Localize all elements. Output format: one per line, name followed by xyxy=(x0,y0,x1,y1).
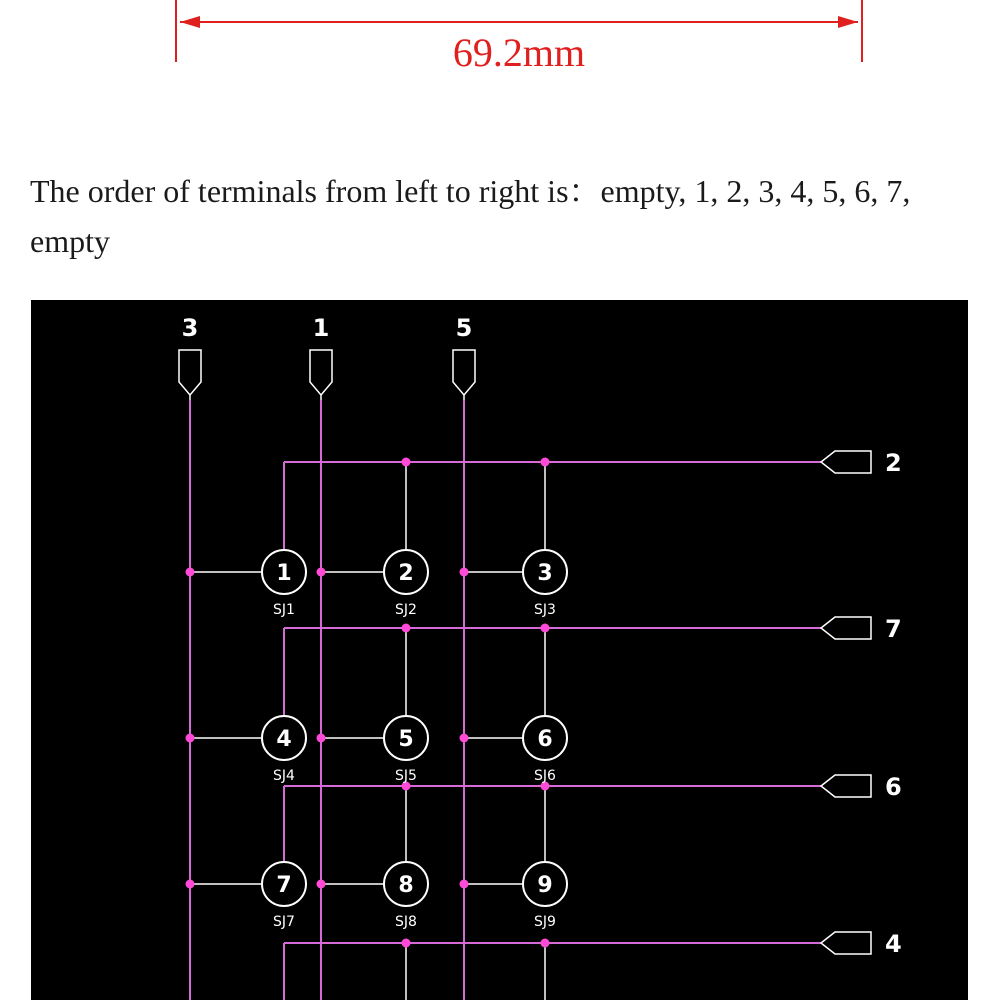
jumper-sj3 xyxy=(523,550,567,618)
junction-dot xyxy=(317,568,326,577)
junction-dot xyxy=(186,734,195,743)
jumper-label: SJ3 xyxy=(534,602,556,618)
jumper-label: SJ4 xyxy=(273,768,295,784)
junction-dot xyxy=(186,880,195,889)
jumper-label: SJ1 xyxy=(273,602,295,618)
right-port-2 xyxy=(821,449,902,477)
jumper-number: 9 xyxy=(537,873,553,898)
junction-dot xyxy=(402,624,411,633)
jumper-label: SJ2 xyxy=(395,602,417,618)
junction-dot xyxy=(460,734,469,743)
junction-dot xyxy=(317,880,326,889)
right-port-6 xyxy=(821,773,902,801)
right-port-label: 4 xyxy=(885,930,902,958)
jumper-sj7 xyxy=(262,862,306,930)
junction-dot xyxy=(186,568,195,577)
right-port-label: 6 xyxy=(885,773,902,801)
jumper-sj1 xyxy=(262,550,306,618)
top-port-label: 3 xyxy=(181,314,199,342)
junction-dot xyxy=(402,939,411,948)
top-port-1 xyxy=(310,314,332,400)
right-port-label: 7 xyxy=(885,615,902,643)
top-ports xyxy=(179,314,475,400)
jumper-label: SJ6 xyxy=(534,768,556,784)
jumper-number: 2 xyxy=(398,561,414,586)
top-port-3 xyxy=(179,314,201,400)
junction-dot xyxy=(541,624,550,633)
solder-jumpers xyxy=(262,550,567,930)
jumper-schematic xyxy=(31,300,968,1000)
junction-dot xyxy=(402,458,411,467)
top-port-label: 1 xyxy=(312,314,330,342)
jumper-label: SJ8 xyxy=(395,914,417,930)
jumper-number: 6 xyxy=(537,727,553,752)
right-port-4 xyxy=(821,930,902,958)
jumper-sj5 xyxy=(384,716,428,784)
jumper-sj8 xyxy=(384,862,428,930)
right-ports xyxy=(821,449,902,958)
jumper-number: 8 xyxy=(398,873,414,898)
top-port-5 xyxy=(453,314,475,400)
terminal-order-description: The order of terminals from left to right is：empty, 1, 2, 3, 4, 5, 6, 7, empty xyxy=(30,173,911,259)
jumper-sj4 xyxy=(262,716,306,784)
jumper-number: 7 xyxy=(276,873,292,898)
wires xyxy=(190,400,821,1000)
jumper-sj6 xyxy=(523,716,567,784)
jumper-label: SJ7 xyxy=(273,914,295,930)
jumper-sj9 xyxy=(523,862,567,930)
jumper-number: 1 xyxy=(276,561,292,586)
junction-dot xyxy=(541,939,550,948)
right-port-7 xyxy=(821,615,902,643)
junction-dot xyxy=(460,568,469,577)
junction-dot xyxy=(317,734,326,743)
right-port-label: 2 xyxy=(885,449,902,477)
junction-dots xyxy=(186,458,553,948)
junction-dot xyxy=(541,458,550,467)
jumper-number: 3 xyxy=(537,561,553,586)
dimension-label: 69.2mm xyxy=(452,30,586,75)
jumper-label: SJ9 xyxy=(534,914,556,930)
junction-dot xyxy=(460,880,469,889)
top-port-label: 5 xyxy=(455,314,473,342)
jumper-number: 4 xyxy=(276,727,292,752)
jumper-number: 5 xyxy=(398,727,414,752)
jumper-label: SJ5 xyxy=(395,768,417,784)
jumper-sj2 xyxy=(384,550,428,618)
schematic-canvas xyxy=(31,300,968,1000)
